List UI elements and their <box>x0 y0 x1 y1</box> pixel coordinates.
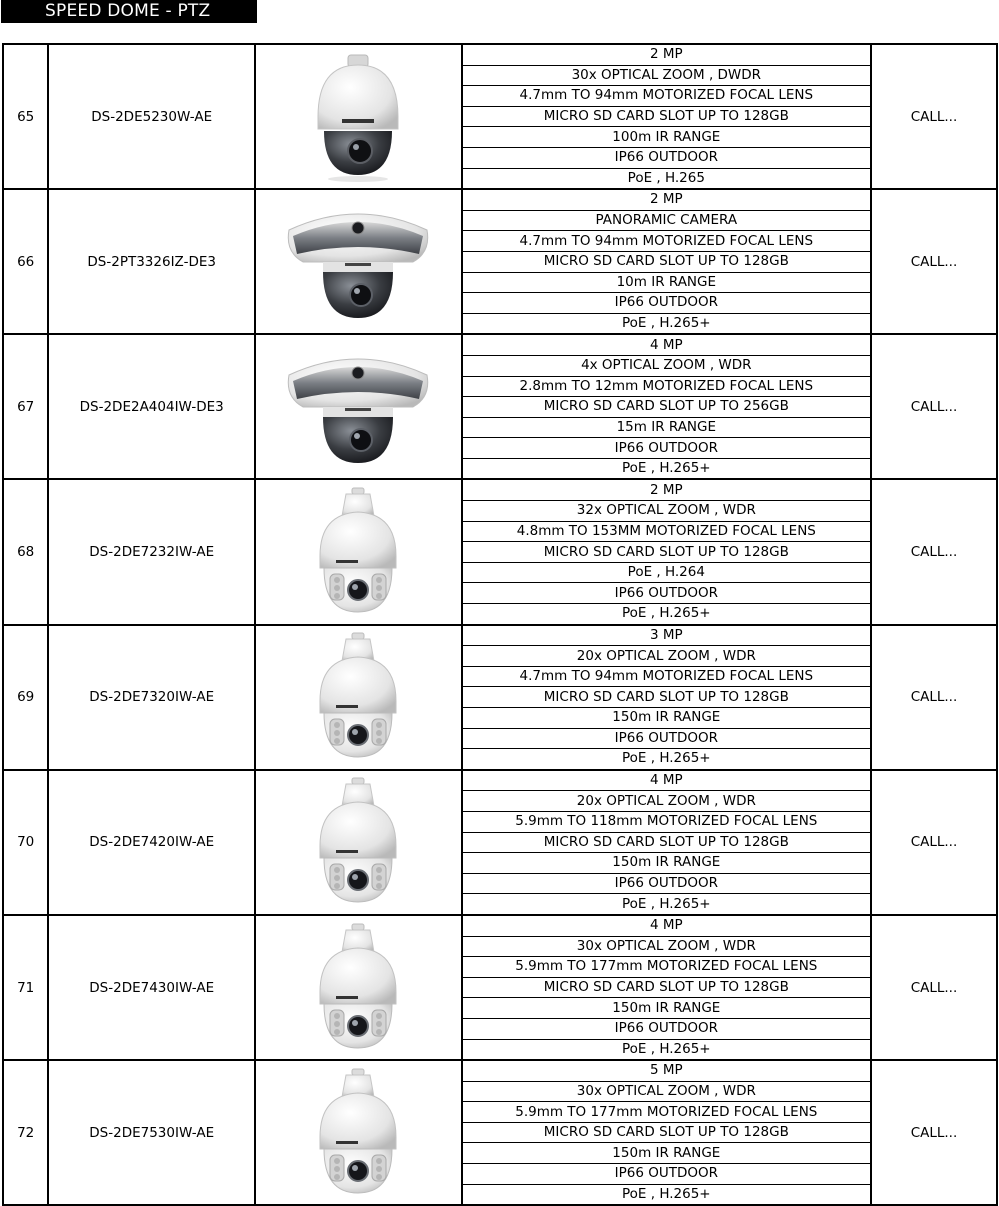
spec-line: PoE , H.264 <box>462 562 871 583</box>
item-number: 67 <box>3 334 48 479</box>
spec-line: MICRO SD CARD SLOT UP TO 128GB <box>462 542 871 563</box>
spec-line: 4.7mm TO 94mm MOTORIZED FOCAL LENS <box>462 86 871 107</box>
spec-line: 150m IR RANGE <box>462 853 871 874</box>
spec-line: MICRO SD CARD SLOT UP TO 128GB <box>462 106 871 127</box>
product-image-cell <box>255 625 462 770</box>
panoramic-ptz-camera-icon <box>256 345 461 469</box>
spec-line: 4.8mm TO 153MM MOTORIZED FOCAL LENS <box>462 521 871 542</box>
product-image-cell <box>255 44 462 189</box>
spec-line: IP66 OUTDOOR <box>462 583 871 604</box>
product-image-cell <box>255 1060 462 1205</box>
table-row <box>3 915 997 936</box>
ir-speed-dome-camera-icon <box>256 631 461 763</box>
spec-line: 20x OPTICAL ZOOM , WDR <box>462 791 871 812</box>
spec-line: 20x OPTICAL ZOOM , WDR <box>462 646 871 667</box>
spec-line: 150m IR RANGE <box>462 1143 871 1164</box>
model-name: DS-2DE2A404IW-DE3 <box>48 334 255 479</box>
ir-speed-dome-camera-icon <box>256 776 461 908</box>
item-number: 70 <box>3 770 48 915</box>
model-name: DS-2DE7420IW-AE <box>48 770 255 915</box>
spec-line: 5.9mm TO 177mm MOTORIZED FOCAL LENS <box>462 1102 871 1123</box>
price: CALL... <box>871 1060 997 1205</box>
product-table-body <box>3 44 997 1205</box>
spec-line: PoE , H.265 <box>462 168 871 189</box>
item-number: 66 <box>3 189 48 334</box>
section-title: SPEED DOME - PTZ <box>1 0 257 23</box>
spec-line: PoE , H.265+ <box>462 749 871 770</box>
model-name: DS-2DE7530IW-AE <box>48 1060 255 1205</box>
spec-line: 5 MP <box>462 1060 871 1081</box>
spec-line: MICRO SD CARD SLOT UP TO 128GB <box>462 832 871 853</box>
spec-line: 2 MP <box>462 44 871 65</box>
product-table <box>2 43 998 1206</box>
spec-line: IP66 OUTDOOR <box>462 1164 871 1185</box>
spec-line: 30x OPTICAL ZOOM , WDR <box>462 1081 871 1102</box>
ir-speed-dome-camera-icon <box>256 1067 461 1199</box>
spec-line: PoE , H.265+ <box>462 894 871 915</box>
table-row <box>3 625 997 646</box>
price: CALL... <box>871 625 997 770</box>
model-name: DS-2DE7430IW-AE <box>48 915 255 1060</box>
price: CALL... <box>871 770 997 915</box>
model-name: DS-2DE7320IW-AE <box>48 625 255 770</box>
spec-line: MICRO SD CARD SLOT UP TO 128GB <box>462 1122 871 1143</box>
spec-line: 4.7mm TO 94mm MOTORIZED FOCAL LENS <box>462 231 871 252</box>
spec-line: PoE , H.265+ <box>462 1184 871 1205</box>
spec-line: 32x OPTICAL ZOOM , WDR <box>462 501 871 522</box>
product-image-cell <box>255 770 462 915</box>
table-row <box>3 770 997 791</box>
model-name: DS-2DE5230W-AE <box>48 44 255 189</box>
model-name: DS-2PT3326IZ-DE3 <box>48 189 255 334</box>
spec-line: IP66 OUTDOOR <box>462 293 871 314</box>
spec-line: 2 MP <box>462 479 871 500</box>
spec-line: MICRO SD CARD SLOT UP TO 128GB <box>462 251 871 272</box>
spec-line: 4.7mm TO 94mm MOTORIZED FOCAL LENS <box>462 666 871 687</box>
product-image-cell <box>255 915 462 1060</box>
table-row <box>3 189 997 210</box>
price: CALL... <box>871 189 997 334</box>
item-number: 68 <box>3 479 48 624</box>
spec-line: 100m IR RANGE <box>462 127 871 148</box>
spec-line: MICRO SD CARD SLOT UP TO 256GB <box>462 397 871 418</box>
price: CALL... <box>871 915 997 1060</box>
spec-line: 15m IR RANGE <box>462 417 871 438</box>
spec-line: IP66 OUTDOOR <box>462 1018 871 1039</box>
spec-line: 4 MP <box>462 334 871 355</box>
spec-line: 5.9mm TO 177mm MOTORIZED FOCAL LENS <box>462 957 871 978</box>
spec-line: 150m IR RANGE <box>462 708 871 729</box>
spec-line: PANORAMIC CAMERA <box>462 210 871 231</box>
spec-line: 4 MP <box>462 915 871 936</box>
spec-line: PoE , H.265+ <box>462 604 871 625</box>
spec-line: MICRO SD CARD SLOT UP TO 128GB <box>462 977 871 998</box>
spec-line: IP66 OUTDOOR <box>462 438 871 459</box>
model-name: DS-2DE7232IW-AE <box>48 479 255 624</box>
price: CALL... <box>871 44 997 189</box>
spec-line: 3 MP <box>462 625 871 646</box>
price: CALL... <box>871 334 997 479</box>
table-row <box>3 44 997 65</box>
spec-line: IP66 OUTDOOR <box>462 873 871 894</box>
spec-line: PoE , H.265+ <box>462 458 871 479</box>
table-row <box>3 334 997 355</box>
spec-line: 150m IR RANGE <box>462 998 871 1019</box>
item-number: 69 <box>3 625 48 770</box>
spec-line: 4 MP <box>462 770 871 791</box>
ir-speed-dome-camera-icon <box>256 486 461 618</box>
price: CALL... <box>871 479 997 624</box>
spec-line: IP66 OUTDOOR <box>462 728 871 749</box>
product-image-cell <box>255 479 462 624</box>
table-row <box>3 479 997 500</box>
item-number: 65 <box>3 44 48 189</box>
spec-line: 5.9mm TO 118mm MOTORIZED FOCAL LENS <box>462 811 871 832</box>
spec-line: IP66 OUTDOOR <box>462 147 871 168</box>
spec-line: PoE , H.265+ <box>462 1039 871 1060</box>
ir-speed-dome-camera-icon <box>256 922 461 1054</box>
product-image-cell <box>255 334 462 479</box>
spec-line: PoE , H.265+ <box>462 313 871 334</box>
spec-line: MICRO SD CARD SLOT UP TO 128GB <box>462 687 871 708</box>
ptz-dome-camera-icon <box>256 51 461 183</box>
spec-line: 4x OPTICAL ZOOM , WDR <box>462 355 871 376</box>
spec-line: 2 MP <box>462 189 871 210</box>
spec-line: 30x OPTICAL ZOOM , DWDR <box>462 65 871 86</box>
panoramic-ptz-camera-icon <box>256 200 461 324</box>
product-image-cell <box>255 189 462 334</box>
table-row <box>3 1060 997 1081</box>
item-number: 71 <box>3 915 48 1060</box>
item-number: 72 <box>3 1060 48 1205</box>
spec-line: 30x OPTICAL ZOOM , WDR <box>462 936 871 957</box>
spec-line: 2.8mm TO 12mm MOTORIZED FOCAL LENS <box>462 376 871 397</box>
spec-line: 10m IR RANGE <box>462 272 871 293</box>
